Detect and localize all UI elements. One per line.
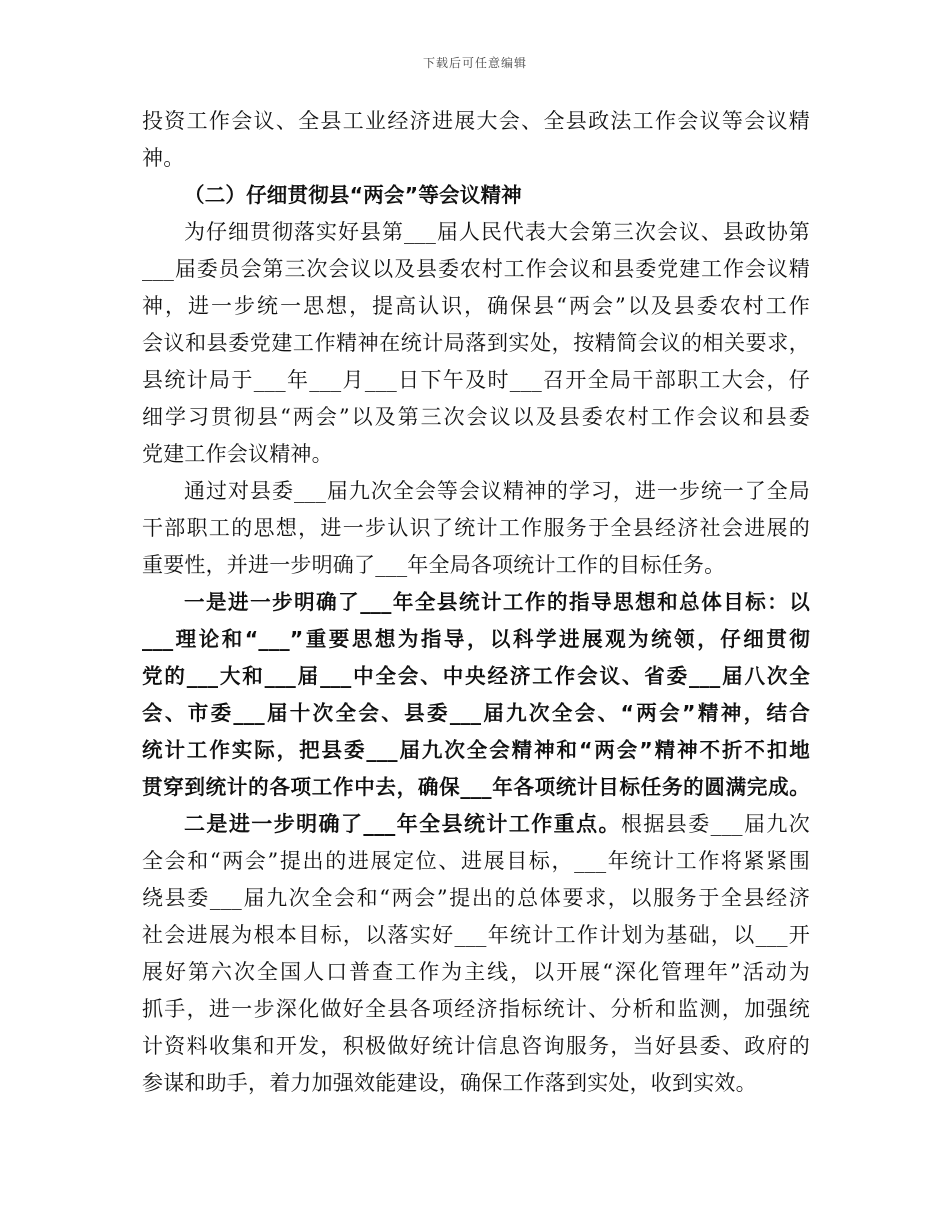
text-line: 展好第六次全国人口普查工作为主线，以开展“深化管理年”活动为 xyxy=(142,960,810,984)
text-line: 抓手，进一步深化做好全县各项经济指标统计、分析和监测，加强统 xyxy=(142,997,810,1021)
text-line: 通过对县委___届九次全会等会议精神的学习，进一步统一了全局 xyxy=(184,479,810,503)
text-line: 神。 xyxy=(142,146,185,170)
page-header-note: 下载后可任意编辑 xyxy=(422,56,527,70)
bold-text-line: 贯穿到统计的各项工作中去，确保___年各项统计目标任务的圆满完成。 xyxy=(142,775,810,799)
text-line: 神，进一步统一思想，提高认识，确保县“两会”以及县委农村工作 xyxy=(142,294,810,318)
text-line: 为仔细贯彻落实好县第___届人民代表大会第三次会议、县政协第 xyxy=(184,220,810,244)
bold-text-line: 党的___大和___届___中全会、中央经济工作会议、省委___届八次全 xyxy=(142,664,810,688)
bold-text-line: 一是进一步明确了___年全县统计工作的指导思想和总体目标：以 xyxy=(184,590,810,614)
text-line: 会议和县委党建工作精神在统计局落到实处，按精简会议的相关要求， xyxy=(142,331,810,355)
text-line: 重要性，并进一步明确了___年全局各项统计工作的目标任务。 xyxy=(142,553,726,577)
paragraph-lead-bold: 二是进一步明确了___年全县统计工作重点。 xyxy=(184,812,621,836)
text-line: 党建工作会议精神。 xyxy=(142,442,333,466)
text-line: 干部职工的思想，进一步认识了统计工作服务于全县经济社会进展的 xyxy=(142,516,810,540)
text-line: 投资工作会议、全县工业经济进展大会、全县政法工作会议等会议精 xyxy=(142,109,810,133)
text-line: 县统计局于___年___月___日下午及时___召开全局干部职工大会，仔 xyxy=(142,368,810,392)
text-line: 全会和“两会”提出的进展定位、进展目标，___年统计工作将紧紧围 xyxy=(142,849,810,873)
bold-text-line: ___理论和“___”重要思想为指导，以科学进展观为统领，仔细贯彻 xyxy=(142,627,810,651)
document-body xyxy=(142,103,810,1102)
text-line: 计资料收集和开发，积极做好统计信息咨询服务，当好县委、政府的 xyxy=(142,1034,810,1058)
text-line: 细学习贯彻县“两会”以及第三次会议以及县委农村工作会议和县委 xyxy=(142,405,810,429)
section-heading: （二）仔细贯彻县“两会”等会议精神 xyxy=(184,183,522,207)
text-line xyxy=(142,806,810,843)
text-line: 社会进展为根本目标，以落实好___年统计工作计划为基础，以___开 xyxy=(142,923,810,947)
text-line: 绕县委___届九次全会和“两会”提出的总体要求，以服务于全县经济 xyxy=(142,886,810,910)
paragraph-lead-rest: 根据县委___届九次 xyxy=(620,812,810,836)
text-line: 参谋和助手，着力加强效能建设，确保工作落到实处，收到实效。 xyxy=(142,1071,757,1095)
bold-text-line: 统计工作实际，把县委___届九次全会精神和“两会”精神不折不扣地 xyxy=(142,738,810,762)
bold-text-line: 会、市委___届十次全会、县委___届九次全会、“两会”精神，结合 xyxy=(142,701,810,725)
text-line: ___届委员会第三次会议以及县委农村工作会议和县委党建工作会议精 xyxy=(142,257,810,281)
